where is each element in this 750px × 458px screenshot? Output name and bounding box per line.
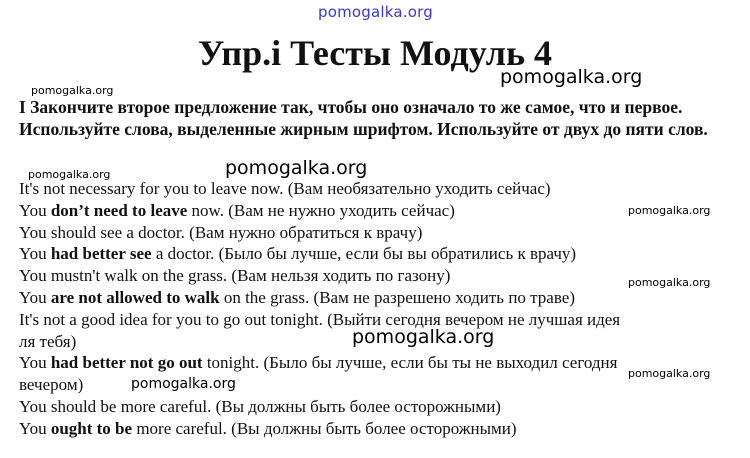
watermark-lower-left: pomogalka.org (131, 376, 236, 392)
line-text-start: You (19, 287, 51, 307)
watermark-right-1: pomogalka.org (628, 204, 711, 217)
line-text-start: You (19, 200, 51, 220)
line-text-end: a doctor. (Было бы лучше, если бы вы обратились к врачу) (151, 244, 577, 264)
line-text: You should be more careful. (Вы должны быть более осторожными) (19, 396, 501, 416)
watermark-top: pomogalka.org (318, 3, 433, 21)
watermark-lower-center: pomogalka.org (352, 326, 495, 348)
line-text-start: You (19, 353, 51, 373)
watermark-right-3: pomogalka.org (628, 367, 711, 380)
line-2 (19, 200, 639, 222)
watermark-left: pomogalka.org (28, 168, 111, 181)
watermark-center: pomogalka.org (225, 157, 368, 179)
line-text-end: now. (Вам не нужно уходить сейчас) (187, 200, 455, 220)
task-instruction: I Закончите второе предложение так, чтобы оно означало то же самое, что и первое. Используйте слова, выделенные жирным шрифтом. Используйте от двух до пяти слов. (19, 97, 708, 139)
line-text: You should see a doctor. (Вам нужно обратиться к врачу) (19, 222, 423, 242)
line-8 (19, 352, 639, 396)
line-text: You mustn't walk on the grass. (Вам нельзя ходить по газону) (19, 266, 451, 286)
line-text-start: You (19, 244, 51, 264)
line-5 (19, 265, 639, 287)
line-text: It's not a good idea for you to go out tonight. (Выйти сегодня вечером не лучшая идея ля тебя) (19, 309, 621, 351)
line-bold-answer: had better not go out (50, 353, 203, 373)
line-4 (19, 243, 639, 265)
line-bold-answer: had better see (50, 244, 152, 264)
line-text-end: more careful. (Вы должны быть более осторожными) (132, 418, 517, 438)
line-text: It's not necessary for you to leave now. (Вам необязательно уходить сейчас) (19, 179, 551, 198)
line-bold-answer: don’t need to leave (50, 200, 188, 220)
line-text-start: You (19, 418, 51, 438)
line-9 (19, 396, 639, 418)
line-text-end: on the grass. (Вам не разрешено ходить по траве) (219, 287, 575, 307)
watermark-upper-left: pomogalka.org (31, 84, 114, 97)
page-title: Упр.i Тесты Модуль 4 (197, 33, 553, 73)
line-6 (19, 287, 639, 309)
line-bold-answer: are not allowed to walk (50, 287, 220, 307)
line-7 (19, 309, 639, 353)
watermark-right-2: pomogalka.org (628, 276, 711, 289)
line-1 (19, 178, 639, 200)
line-3 (19, 222, 639, 244)
exercise-lines (19, 178, 639, 440)
line-text-end: tonight. (Было бы лучше, если бы ты не выходил сегодня вечером) (19, 353, 618, 395)
line-bold-answer: ought to be (50, 418, 133, 438)
watermark-upper-right: pomogalka.org (500, 66, 643, 88)
line-10 (19, 418, 639, 440)
